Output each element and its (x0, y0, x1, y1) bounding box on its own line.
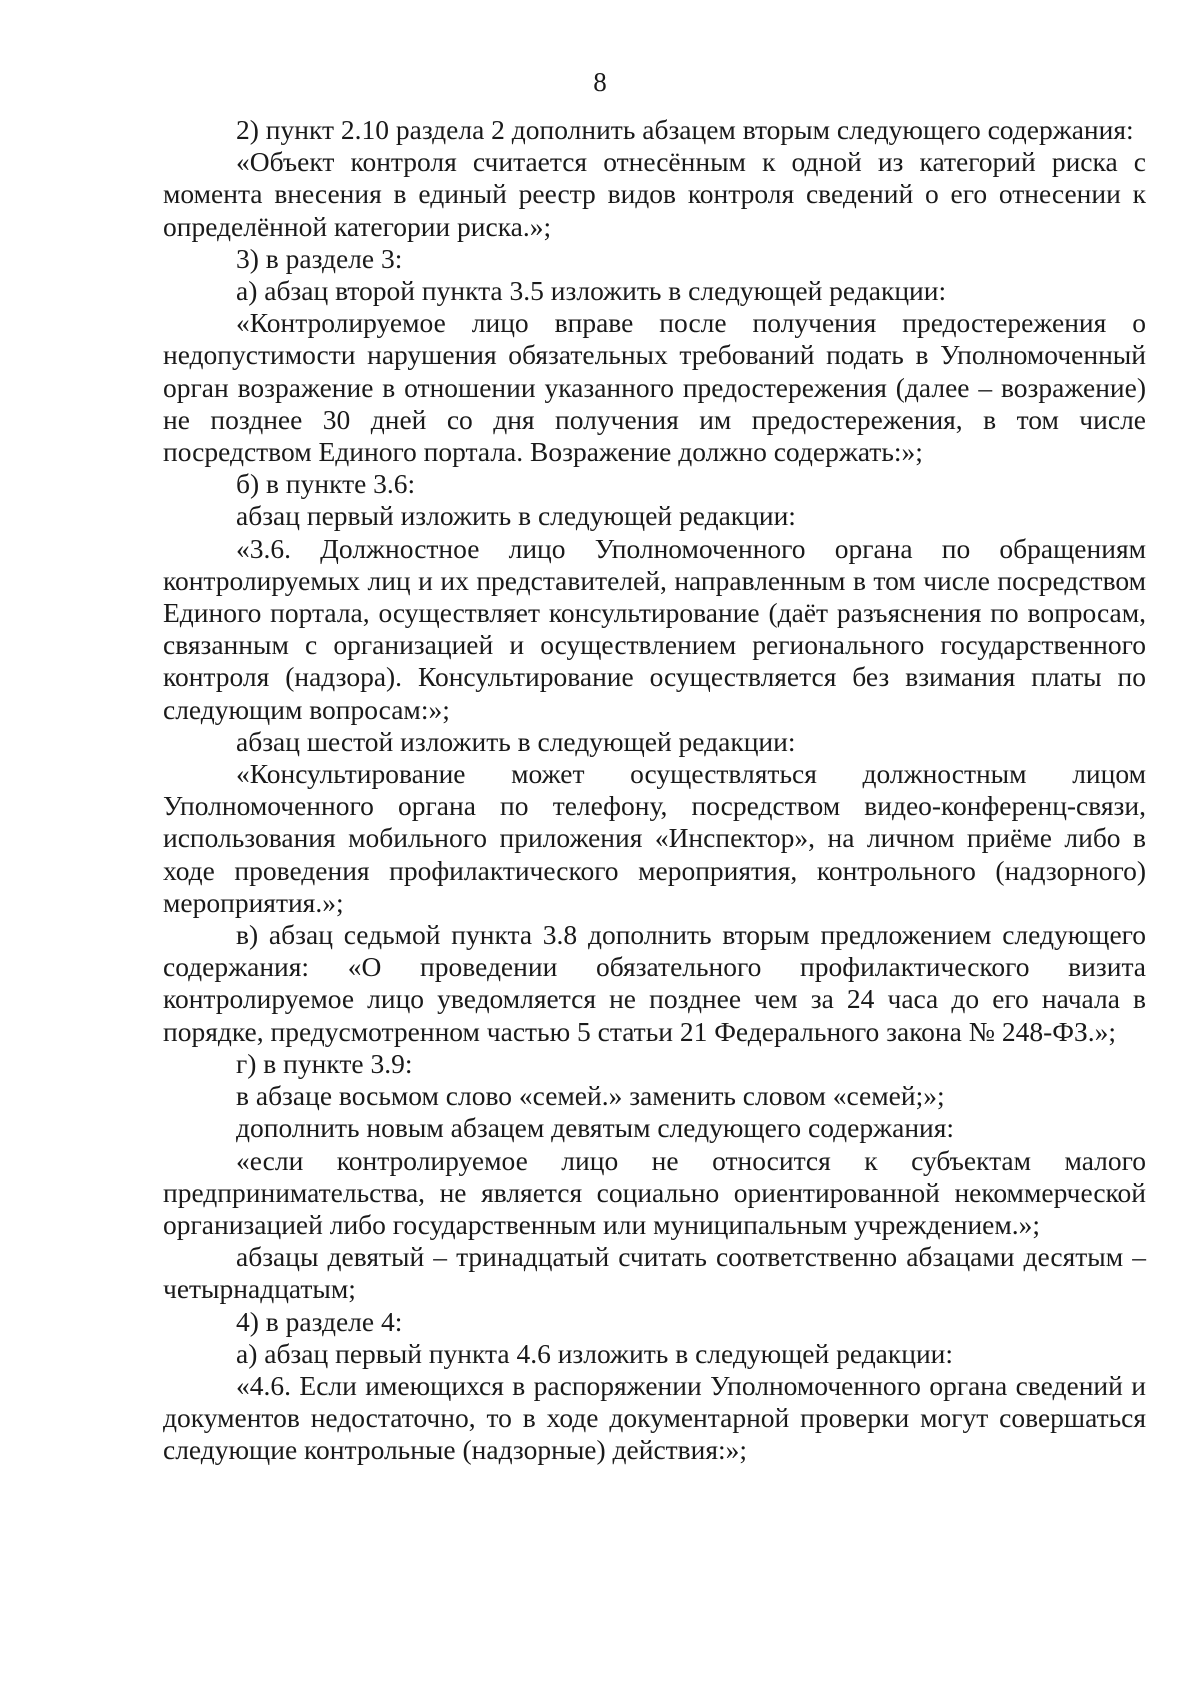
paragraph-item-3: 3) в разделе 3: (236, 242, 403, 274)
paragraph-first-abzac: абзац первый изложить в следующей редакции: (236, 500, 796, 532)
paragraph-quote-risk-category: «Объект контроля считается отнесённым к одной из категорий риска с момента внесения в единый реестр видов контроля сведений о его отнесении к определённой категории риска.»; (163, 146, 1146, 242)
page-number: 8 (593, 67, 607, 97)
paragraph-item-2: 2) пункт 2.10 раздела 2 дополнить абзацем вторым следующего содержания: (236, 114, 1134, 145)
paragraph-quote-objection: «Контролируемое лицо вправе после получения предостережения о недопустимости нарушения обязательных требований подать в Уполномоченный орган возражение в отношении указанного предостережения (далее – возражение) не позднее 30 дней со дня получения им предостережения, в том числе посредством Единого портала. Возражение должно содержать:»; (163, 307, 1146, 468)
paragraph-quote-4-6: «4.6. Если имеющихся в распоряжении Уполномоченного органа сведений и документов недостаточно, то в ходе документарной проверки могут совершаться следующие контрольные (надзорные) действия:»; (163, 1369, 1146, 1466)
paragraph-eighth-abzac: в абзаце восьмом слово «семей.» заменить словом «семей;»; (236, 1080, 945, 1112)
paragraph-quote-3-6: «3.6. Должностное лицо Уполномоченного органа по обращениям контролируемых лиц и их представителей, направленным в том числе посредством Единого портала, осуществляет консультирование (даёт разъяснения по вопросам, связанным с организацией и осуществлением регионального государственного контроля (надзора). Консультирование осуществляется без взимания платы по следующим вопросам:»; (163, 532, 1146, 725)
paragraph-add-ninth: дополнить новым абзацем девятым следующего содержания: (236, 1112, 955, 1144)
paragraph-item-3a: а) абзац второй пункта 3.5 изложить в следующей редакции: (236, 275, 947, 307)
paragraph-item-3v: в) абзац седьмой пункта 3.8 дополнить вторым предложением следующего содержания: «О проведении обязательного профилактического визита контролируемое лицо уведомляется не позднее чем за 24 часа до его начала в порядке, предусмотренном частью 5 статьи 21 Федерального закона № 248-ФЗ.»; (163, 919, 1146, 1047)
paragraph-sixth-abzac: абзац шестой изложить в следующей редакции: (236, 725, 796, 757)
paragraph-item-3b: б) в пункте 3.6: (236, 468, 416, 500)
paragraph-renumber: абзацы девятый – тринадцатый считать соответственно абзацами десятым – четырнадцатым; (163, 1241, 1146, 1305)
paragraph-item-3g: г) в пункте 3.9: (236, 1047, 413, 1079)
paragraph-item-4a: а) абзац первый пункта 4.6 изложить в следующей редакции: (236, 1337, 954, 1369)
paragraph-item-4: 4) в разделе 4: (236, 1305, 403, 1337)
paragraph-quote-consulting: «Консультирование может осуществляться должностным лицом Уполномоченного органа по телефону, посредством видео-конференц-связи, использования мобильного приложения «Инспектор», на личном приёме либо в ходе проведения профилактического мероприятия, контрольного (надзорного) мероприятия.»; (163, 758, 1146, 918)
document-body (163, 114, 1146, 1467)
paragraph-quote-small-business: «если контролируемое лицо не относится к субъектам малого предпринимательства, не является социально ориентированной некоммерческой организацией либо государственным или муниципальным учреждением.»; (163, 1144, 1146, 1240)
